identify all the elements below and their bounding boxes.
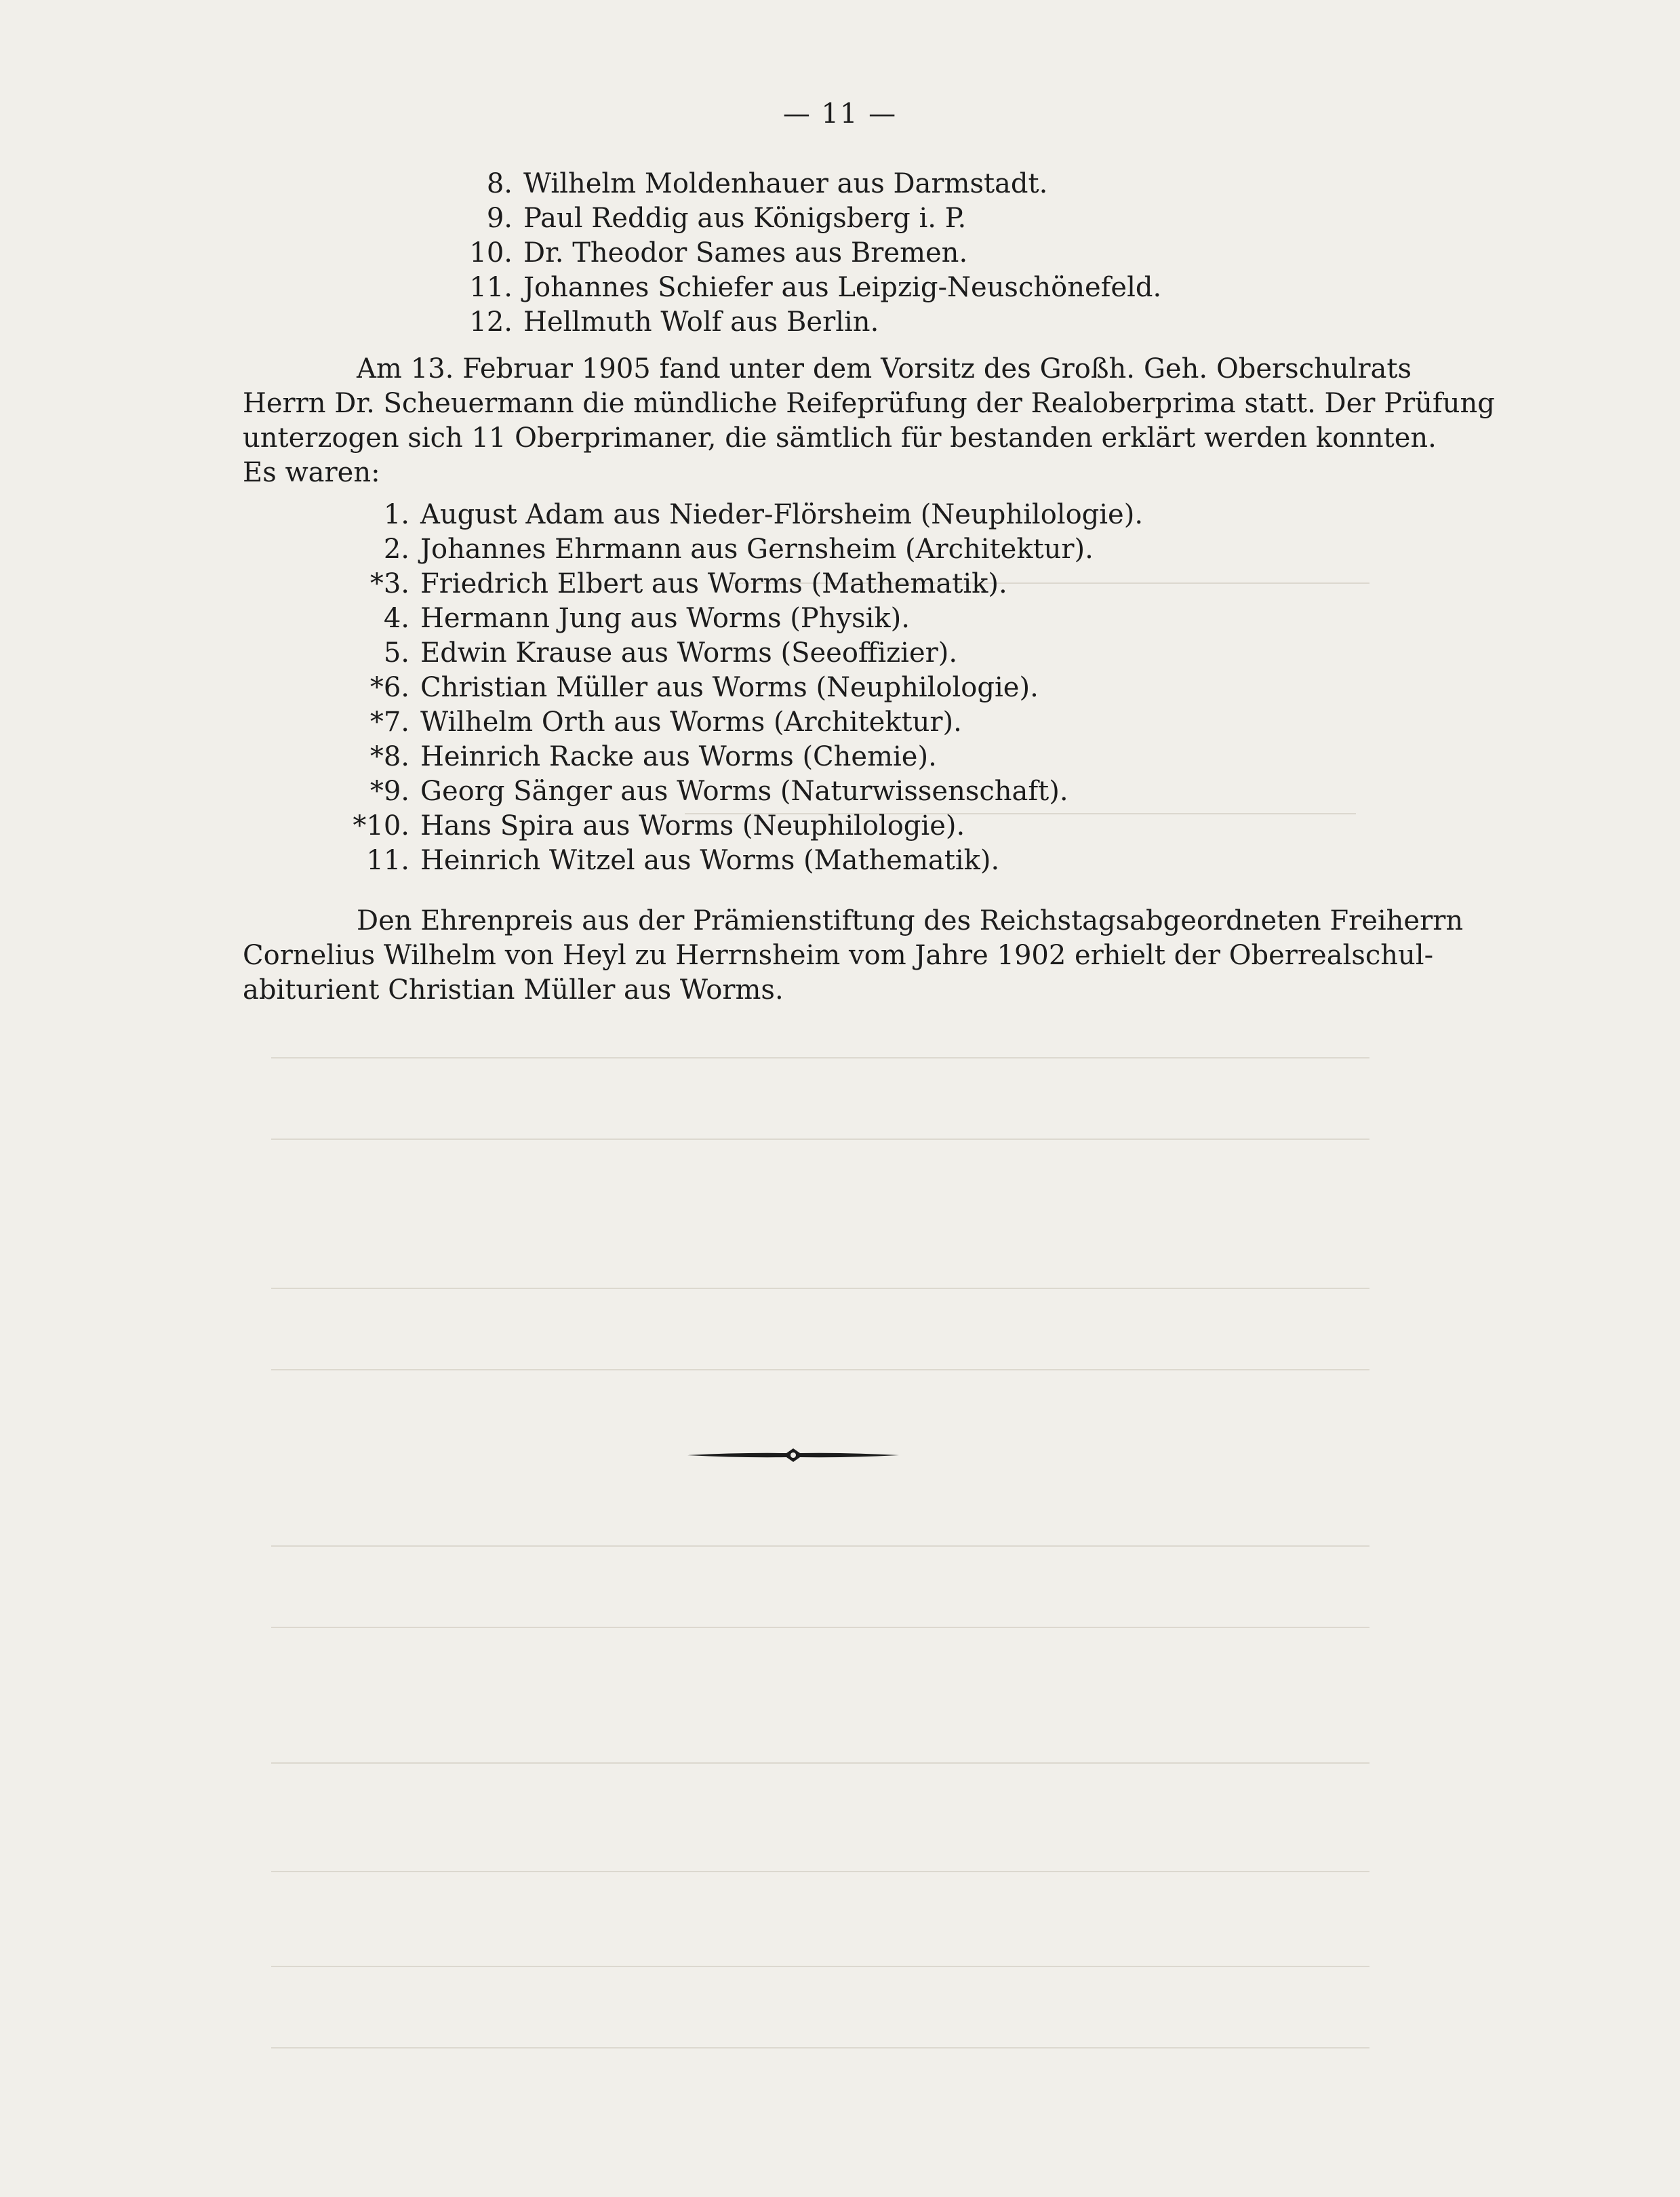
list-item xyxy=(447,167,1161,201)
item-text: Johannes Schiefer aus Leipzig-Neuschönefeld. xyxy=(523,272,1162,303)
item-number: 11. xyxy=(366,845,409,876)
item-text: Dr. Theodor Sames aus Bremen. xyxy=(523,237,968,269)
page-number: — 11 — xyxy=(782,98,898,130)
paragraph-line: Es waren: xyxy=(243,457,380,488)
item-text: Christian Müller aus Worms (Neuphilologie). xyxy=(420,672,1039,703)
item-text: Johannes Ehrmann aus Gernsheim (Architektur). xyxy=(420,534,1094,565)
list-item xyxy=(339,809,1143,844)
paragraph-line: abiturient Christian Müller aus Worms. xyxy=(243,974,784,1006)
item-number: 2. xyxy=(383,534,409,565)
paragraph-line: Herrn Dr. Scheuermann die mündliche Reifeprüfung der Realoberprima statt. Der Prüfung xyxy=(243,388,1495,419)
list-item xyxy=(339,740,1143,774)
list-item xyxy=(447,305,1161,340)
item-number: 9. xyxy=(486,203,513,234)
item-text: Hermann Jung aus Worms (Physik). xyxy=(420,603,910,634)
list-item xyxy=(447,271,1161,305)
item-number: *3. xyxy=(369,568,409,599)
paragraph-line: Den Ehrenpreis aus der Prämienstiftung des Reichstagsabgeordneten Freiherrn xyxy=(357,905,1464,936)
item-number: 10. xyxy=(469,237,513,269)
item-text: Friedrich Elbert aus Worms (Mathematik). xyxy=(420,568,1007,599)
earlier-list xyxy=(447,167,1161,340)
list-item xyxy=(339,567,1143,601)
item-number: 12. xyxy=(469,306,513,338)
list-item xyxy=(339,532,1143,567)
item-text: August Adam aus Nieder-Flörsheim (Neuphilologie). xyxy=(420,499,1144,530)
item-text: Heinrich Racke aus Worms (Chemie). xyxy=(420,741,937,772)
item-text: Wilhelm Moldenhauer aus Darmstadt. xyxy=(523,168,1048,199)
prize-paragraph xyxy=(243,904,1464,1008)
item-number: 1. xyxy=(383,499,409,530)
list-item xyxy=(339,498,1143,532)
list-item xyxy=(339,705,1143,740)
item-number: *7. xyxy=(369,707,409,738)
list-item xyxy=(339,671,1143,705)
item-number: 11. xyxy=(469,272,513,303)
item-text: Wilhelm Orth aus Worms (Architektur). xyxy=(420,707,962,738)
item-text: Heinrich Witzel aus Worms (Mathematik). xyxy=(420,845,1000,876)
list-item xyxy=(339,844,1143,878)
item-number: 5. xyxy=(383,637,409,669)
paragraph-line: unterzogen sich 11 Oberprimaner, die sämtlich für bestanden erklärt werden konnten. xyxy=(243,422,1437,454)
item-number: *6. xyxy=(369,672,409,703)
item-number: *10. xyxy=(353,810,409,842)
list-item xyxy=(339,636,1143,671)
item-text: Hans Spira aus Worms (Neuphilologie). xyxy=(420,810,965,842)
list-item xyxy=(447,201,1161,236)
item-number: 8. xyxy=(486,168,513,199)
paragraph-line: Am 13. Februar 1905 fand unter dem Vorsitz des Großh. Geh. Oberschulrats xyxy=(357,353,1412,384)
item-text: Paul Reddig aus Königsberg i. P. xyxy=(523,203,967,234)
item-text: Edwin Krause aus Worms (Seeoffizier). xyxy=(420,637,958,669)
item-text: Hellmuth Wolf aus Berlin. xyxy=(523,306,879,338)
ornament-divider xyxy=(685,1443,902,1467)
exam-paragraph xyxy=(243,352,1495,490)
item-number: *9. xyxy=(369,776,409,807)
list-item xyxy=(339,601,1143,636)
list-item xyxy=(339,774,1143,809)
list-item xyxy=(447,236,1161,271)
paragraph-line: Cornelius Wilhelm von Heyl zu Herrnsheim vom Jahre 1902 erhielt der Oberrealschul- xyxy=(243,940,1434,971)
item-text: Georg Sänger aus Worms (Naturwissenschaft). xyxy=(420,776,1068,807)
item-number: *8. xyxy=(369,741,409,772)
exam-list xyxy=(339,498,1143,878)
item-number: 4. xyxy=(383,603,409,634)
